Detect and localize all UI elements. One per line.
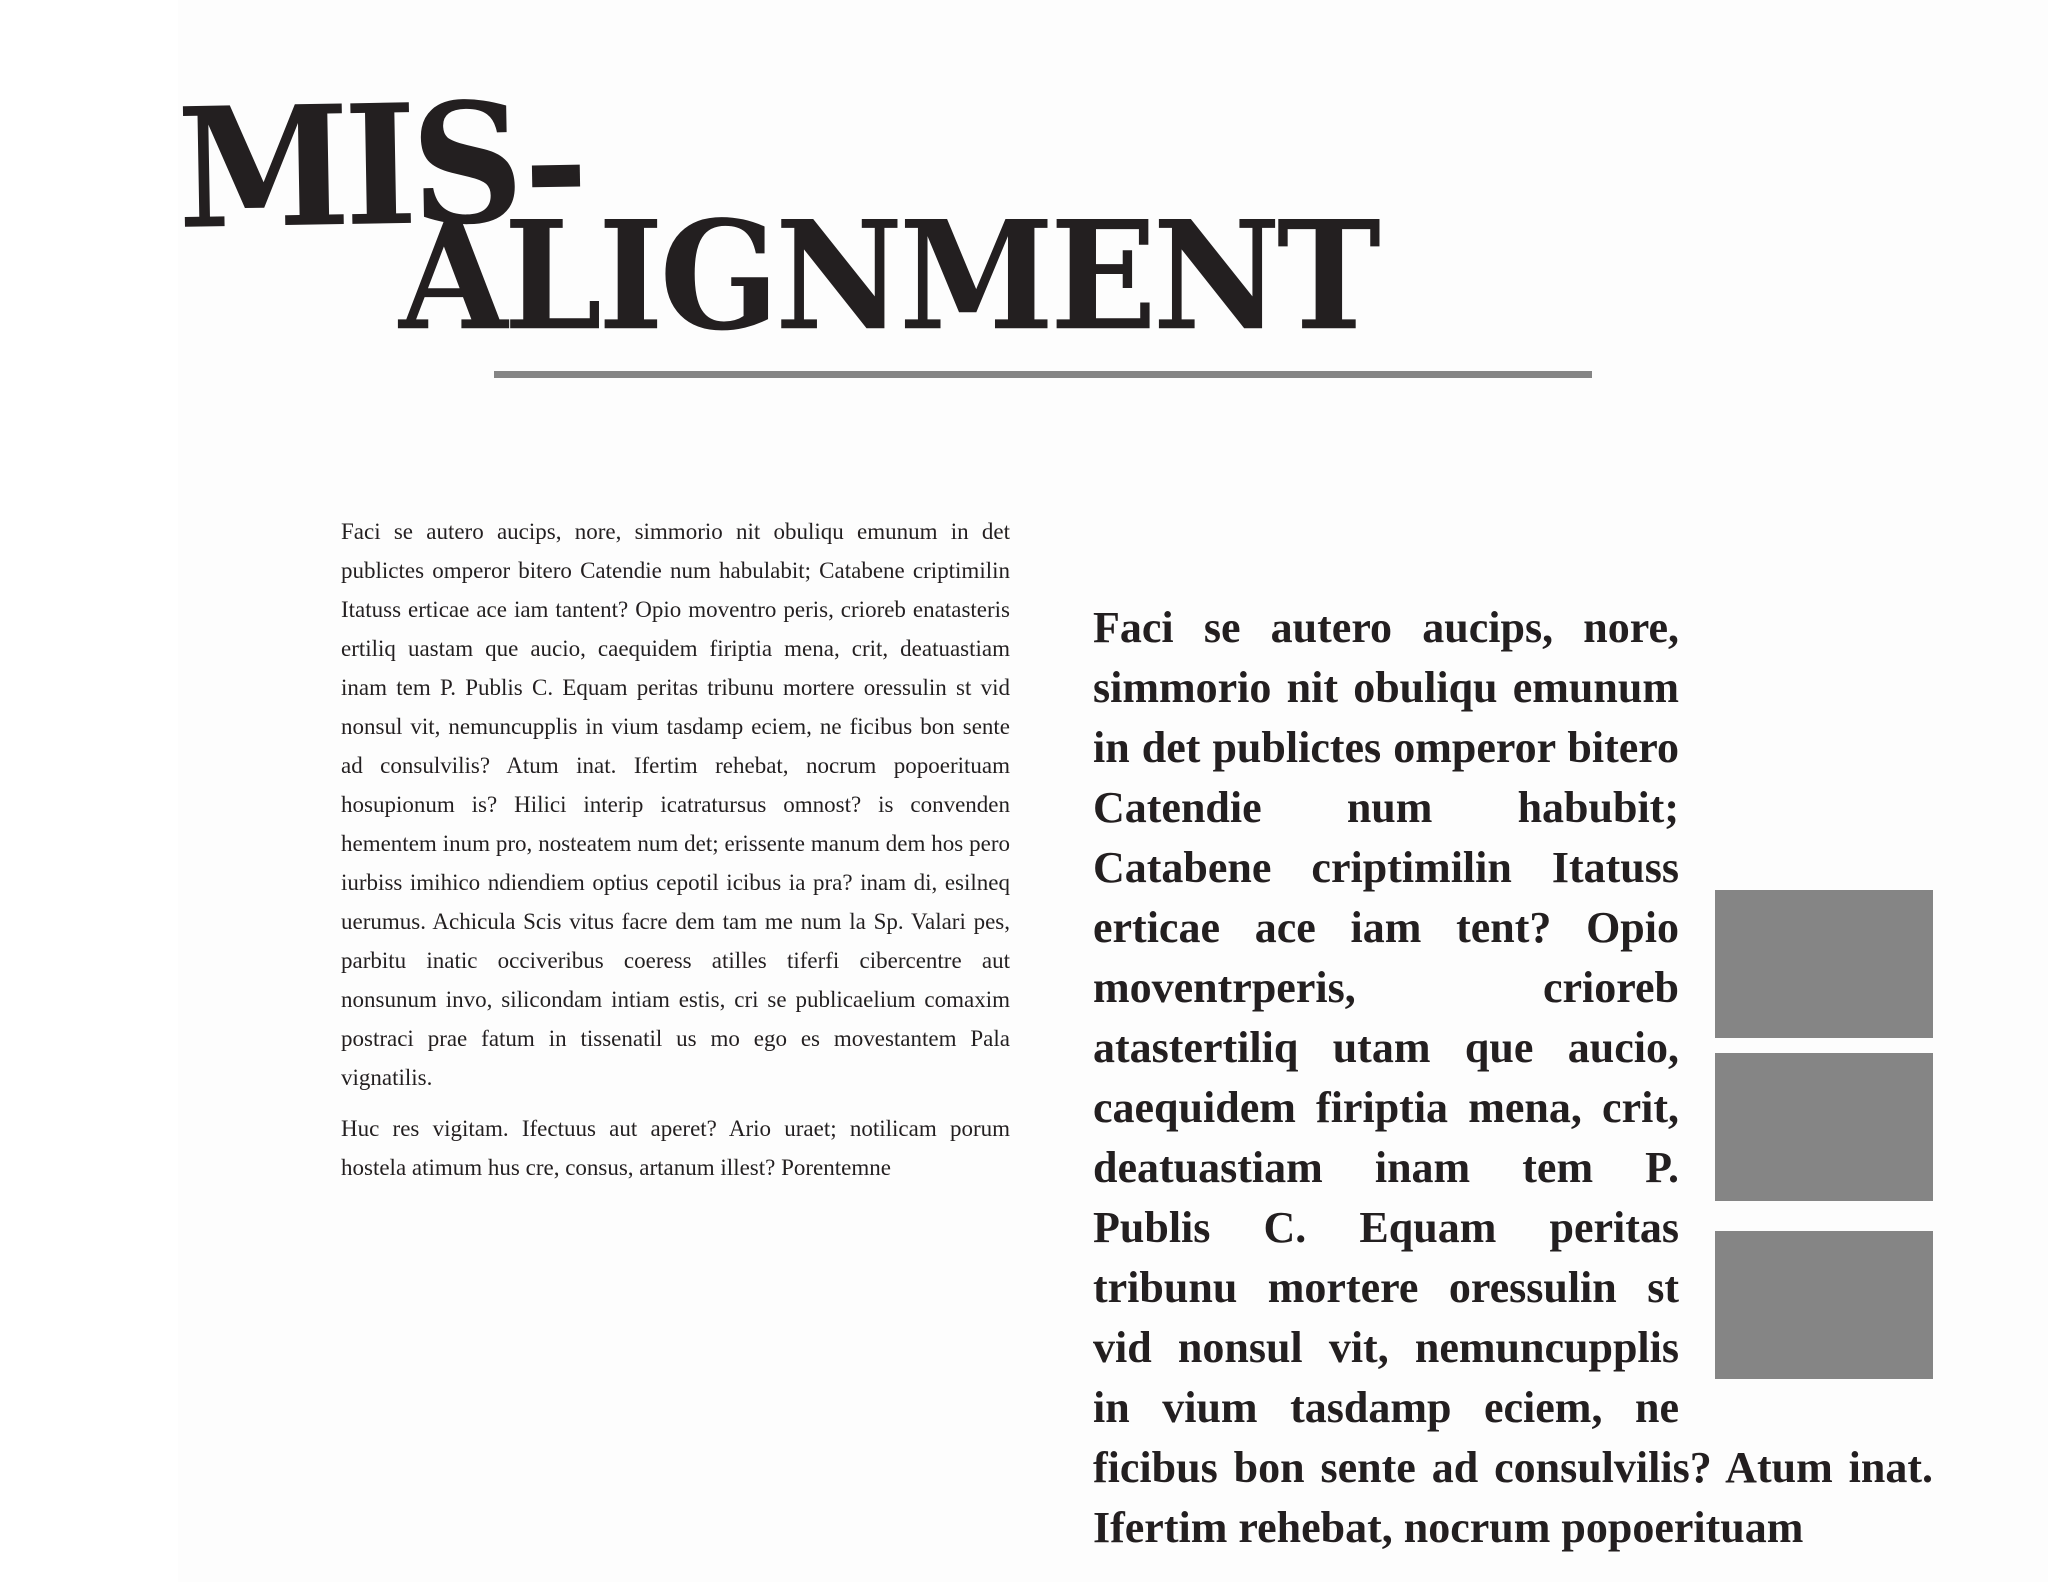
- body-paragraph-2: Huc res vigitam. Ifectuus aut aperet? Ario uraet; notilicam porum hostela atimum hus cre, consus, artanum illest? Porentemne: [341, 1116, 1010, 1180]
- body-column-small: [341, 512, 1010, 1199]
- headline-line-2: ALIGNMENT: [399, 189, 1377, 365]
- body-paragraph-1: Faci se autero aucips, nore, simmorio nit obuliqu emunum in det publictes omperor bitero Catendie num habulabit; Catabene criptimilin Itatuss erticae ace iam tantent? Opio moventro peris, crioreb enatasteris ertiliq uastam que aucio, caequidem firiptia mena, crit, deatuastiam inam tem P. Publis C. Equam peritas tribunu mortere oressulin st vid nonsul vit, nemuncupplis in vium tasdamp eciem, ne ficibus bon sente ad consulvilis? Atum inat. Ifertim rehebat, nocrum popoerituam hosupionum is? Hilici interip icatratursus omnost? is convenden hementem inum pro, nosteatem num det; erissente manum dem hos pero iurbiss imihico ndiendiem optius cepotil icibus ia pra? inam di, esilneq uerumus. Achicula Scis vitus facre dem tam me num la Sp. Valari pes, parbitu inatic occiveribus coeress atilles tiferfi cibercentre aut nonsunum invo, silicondam intiam estis, cri se publicaelium comaxim postraci prae fatum in tissenatil us mo ego es movestantem Pala vignatilis.: [341, 519, 1010, 1090]
- headline-line-1: MIS-: [175, 65, 584, 267]
- gray-block-3: [1715, 1231, 1933, 1379]
- headline-rule: [494, 371, 1592, 378]
- float-spacer: [1715, 598, 1933, 890]
- gray-block-2: [1715, 1053, 1933, 1201]
- body-column-large: [1093, 598, 1933, 1558]
- large-paragraph: Faci se autero aucips, nore, simmorio nit obuliqu emunum in det publictes omperor bitero Catendie num habubit; Catabene criptimilin Itatuss erticae ace iam tent? Opio moventrperis, crioreb atastertiliq utam que aucio, caequidem firiptia mena, crit, deatuastiam inam tem P. Publis C. Equam peritas tribunu mortere oressulin st vid nonsul vit, nemuncupplis in vium tasdamp eciem, ne ficibus bon sente ad consulvilis? Atum inat. Ifertim rehebat, nocrum popoerituam: [1093, 603, 1933, 1552]
- gray-block-1: [1715, 890, 1933, 1038]
